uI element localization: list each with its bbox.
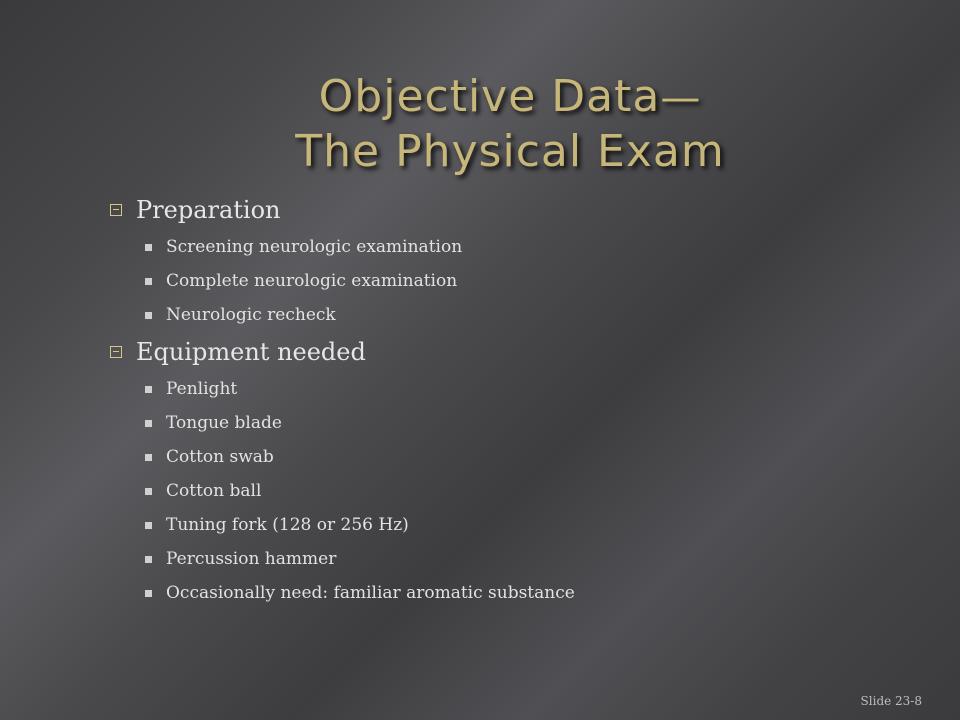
slide-title <box>200 70 820 179</box>
list-item-label: Complete neurologic examination <box>166 271 458 291</box>
list-item-label: Neurologic recheck <box>166 305 336 325</box>
square-bullet-icon <box>145 420 152 427</box>
title-text-1: Objective Data <box>318 71 661 122</box>
square-bullet-icon <box>110 346 122 358</box>
list-item <box>145 230 960 264</box>
list-item <box>145 542 960 576</box>
list-item <box>145 474 960 508</box>
square-bullet-icon <box>145 312 152 319</box>
section-heading-label: Preparation <box>136 196 281 224</box>
list-item <box>145 406 960 440</box>
list-item-label: Penlight <box>166 379 238 399</box>
square-bullet-icon <box>145 454 152 461</box>
title-line-1 <box>200 70 820 125</box>
title-line-2: The Physical Exam <box>295 126 725 177</box>
list-item <box>145 264 960 298</box>
square-bullet-icon <box>145 244 152 251</box>
list-item <box>145 372 960 406</box>
list-item <box>145 298 960 332</box>
list-item-label: Tongue blade <box>166 413 282 433</box>
section-heading-equipment <box>110 332 960 372</box>
square-bullet-icon <box>110 204 122 216</box>
list-item-label: Occasionally need: familiar aromatic substance <box>166 583 575 603</box>
square-bullet-icon <box>145 386 152 393</box>
list-item-label: Cotton ball <box>166 481 262 501</box>
list-item-label: Screening neurologic examination <box>166 237 463 257</box>
square-bullet-icon <box>145 590 152 597</box>
slide-number: Slide 23-8 <box>860 694 922 708</box>
list-item-label: Tuning fork (128 or 256 Hz) <box>166 515 409 535</box>
list-item-label: Cotton swab <box>166 447 274 467</box>
section-heading-preparation <box>110 190 960 230</box>
list-item <box>145 508 960 542</box>
bullet-list <box>0 190 960 610</box>
square-bullet-icon <box>145 522 152 529</box>
square-bullet-icon <box>145 278 152 285</box>
square-bullet-icon <box>145 488 152 495</box>
square-bullet-icon <box>145 556 152 563</box>
list-item-label: Percussion hammer <box>166 549 337 569</box>
section-heading-label: Equipment needed <box>136 338 366 366</box>
list-item <box>145 440 960 474</box>
title-dash: — <box>660 75 702 121</box>
list-item <box>145 576 960 610</box>
